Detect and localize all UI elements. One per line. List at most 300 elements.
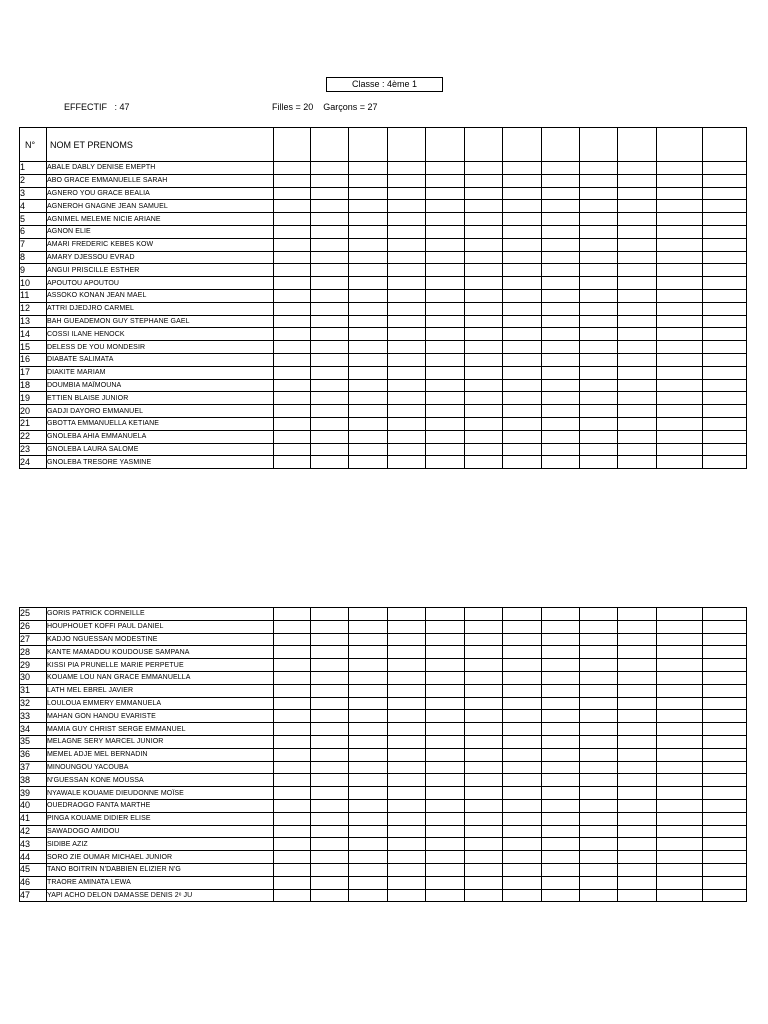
blank-cell: [657, 646, 703, 659]
blank-cell: [426, 341, 465, 354]
blank-cell: [703, 812, 747, 825]
student-name: AMARI FREDERIC KEBES KOW: [47, 238, 274, 251]
blank-cell: [618, 353, 657, 366]
blank-cell: [388, 366, 426, 379]
blank-cell: [703, 838, 747, 851]
student-name: DOUMBIA MAÏMOUNA: [47, 379, 274, 392]
class-title-box: Classe : 4ème 1: [326, 77, 443, 92]
blank-cell: [618, 787, 657, 800]
blank-cell: [657, 735, 703, 748]
student-number: 29: [20, 659, 47, 672]
blank-cell: [465, 443, 503, 456]
blank-cell: [465, 417, 503, 430]
blank-cell: [388, 620, 426, 633]
blank-cell: [503, 200, 542, 213]
blank-cell: [426, 620, 465, 633]
blank-cell: [465, 787, 503, 800]
student-number: 36: [20, 748, 47, 761]
blank-cell: [426, 289, 465, 302]
blank-cell: [465, 187, 503, 200]
blank-cell: [274, 238, 311, 251]
blank-cell: [657, 379, 703, 392]
blank-cell: [465, 366, 503, 379]
blank-cell: [542, 443, 580, 456]
blank-cell: [580, 456, 618, 469]
blank-cell: [503, 723, 542, 736]
blank-cell: [580, 633, 618, 646]
blank-cell: [580, 417, 618, 430]
blank-cell: [542, 379, 580, 392]
student-name: DIAKITE MARIAM: [47, 366, 274, 379]
blank-cell: [580, 187, 618, 200]
blank-cell: [465, 748, 503, 761]
blank-cell: [349, 608, 388, 621]
student-name: NYAWALE KOUAME DIEUDONNE MOÏSE: [47, 787, 274, 800]
blank-cell: [349, 646, 388, 659]
blank-cell: [349, 697, 388, 710]
blank-cell: [657, 341, 703, 354]
table-row: [20, 456, 747, 469]
student-number: 33: [20, 710, 47, 723]
blank-cell: [311, 620, 349, 633]
blank-cell: [703, 671, 747, 684]
blank-cell: [618, 697, 657, 710]
student-name: OUEDRAOGO FANTA MARTHE: [47, 799, 274, 812]
blank-cell: [580, 697, 618, 710]
blank-cell: [465, 812, 503, 825]
student-number: 25: [20, 608, 47, 621]
blank-cell: [703, 723, 747, 736]
blank-cell: [503, 812, 542, 825]
student-name: TRAORE AMINATA LEWA: [47, 876, 274, 889]
blank-cell: [349, 684, 388, 697]
blank-cell: [618, 264, 657, 277]
blank-cell: [618, 710, 657, 723]
blank-cell: [349, 225, 388, 238]
blank-cell: [703, 646, 747, 659]
blank-cell: [703, 251, 747, 264]
blank-cell: [465, 774, 503, 787]
table-row: [20, 659, 747, 672]
student-number: 1: [20, 162, 47, 175]
blank-cell: [542, 341, 580, 354]
column-header-name: NOM ET PRENOMS: [47, 128, 274, 162]
blank-cell: [349, 825, 388, 838]
student-number: 38: [20, 774, 47, 787]
blank-cell: [465, 302, 503, 315]
blank-cell: [703, 225, 747, 238]
blank-cell: [703, 825, 747, 838]
student-number: 27: [20, 633, 47, 646]
column-header-number: N°: [20, 128, 47, 162]
student-name: GBOTTA EMMANUELLA KETIANE: [47, 417, 274, 430]
blank-cell: [542, 302, 580, 315]
blank-cell: [426, 838, 465, 851]
blank-cell: [426, 379, 465, 392]
blank-cell: [657, 723, 703, 736]
blank-cell: [580, 825, 618, 838]
student-name: APOUTOU APOUTOU: [47, 277, 274, 290]
blank-cell: [465, 659, 503, 672]
student-number: 24: [20, 456, 47, 469]
blank-cell: [311, 851, 349, 864]
blank-cell: [703, 799, 747, 812]
blank-cell: [426, 443, 465, 456]
blank-cell: [274, 812, 311, 825]
blank-cell: [274, 838, 311, 851]
blank-cell: [703, 213, 747, 226]
blank-cell: [426, 213, 465, 226]
table-row: [20, 366, 747, 379]
blank-cell: [703, 735, 747, 748]
blank-cell: [426, 659, 465, 672]
blank-cell: [311, 710, 349, 723]
blank-cell: [580, 608, 618, 621]
blank-cell: [465, 723, 503, 736]
blank-cell: [388, 238, 426, 251]
blank-cell: [349, 405, 388, 418]
blank-cell: [657, 774, 703, 787]
blank-cell: [580, 787, 618, 800]
blank-cell: [388, 851, 426, 864]
blank-cell: [388, 608, 426, 621]
blank-column-header: [580, 128, 618, 162]
blank-cell: [503, 264, 542, 277]
blank-cell: [274, 341, 311, 354]
blank-cell: [274, 863, 311, 876]
blank-cell: [388, 379, 426, 392]
blank-cell: [542, 187, 580, 200]
blank-cell: [388, 302, 426, 315]
blank-cell: [388, 838, 426, 851]
blank-cell: [657, 328, 703, 341]
student-name: AGNEROH GNAGNE JEAN SAMUEL: [47, 200, 274, 213]
student-number: 11: [20, 289, 47, 302]
blank-cell: [703, 456, 747, 469]
student-number: 2: [20, 174, 47, 187]
blank-cell: [703, 200, 747, 213]
blank-cell: [503, 392, 542, 405]
blank-cell: [349, 851, 388, 864]
blank-cell: [349, 633, 388, 646]
blank-cell: [388, 889, 426, 902]
table-row: [20, 238, 747, 251]
student-name: ABALE DABLY DENISE EMEPTH: [47, 162, 274, 175]
blank-cell: [618, 315, 657, 328]
blank-cell: [580, 659, 618, 672]
blank-cell: [274, 213, 311, 226]
table-row: [20, 608, 747, 621]
blank-cell: [703, 315, 747, 328]
blank-cell: [703, 379, 747, 392]
table-row: [20, 328, 747, 341]
student-number: 43: [20, 838, 47, 851]
blank-cell: [657, 213, 703, 226]
blank-cell: [311, 174, 349, 187]
blank-cell: [349, 213, 388, 226]
blank-cell: [388, 200, 426, 213]
blank-cell: [703, 608, 747, 621]
blank-cell: [580, 277, 618, 290]
blank-cell: [426, 366, 465, 379]
student-name: AMARY DJESSOU EVRAD: [47, 251, 274, 264]
blank-cell: [274, 876, 311, 889]
table-row: [20, 225, 747, 238]
blank-cell: [503, 238, 542, 251]
blank-cell: [703, 328, 747, 341]
blank-cell: [703, 277, 747, 290]
blank-cell: [465, 200, 503, 213]
blank-cell: [349, 761, 388, 774]
blank-cell: [465, 633, 503, 646]
blank-cell: [503, 620, 542, 633]
blank-cell: [388, 787, 426, 800]
blank-cell: [657, 366, 703, 379]
blank-cell: [618, 646, 657, 659]
blank-cell: [618, 671, 657, 684]
blank-cell: [618, 851, 657, 864]
blank-cell: [657, 633, 703, 646]
blank-cell: [274, 620, 311, 633]
blank-cell: [274, 264, 311, 277]
blank-cell: [503, 710, 542, 723]
blank-cell: [349, 710, 388, 723]
student-name: HOUPHOUET KOFFI PAUL DANIEL: [47, 620, 274, 633]
blank-cell: [388, 251, 426, 264]
blank-cell: [311, 812, 349, 825]
blank-cell: [618, 302, 657, 315]
blank-cell: [349, 787, 388, 800]
student-name: KOUAME LOU NAN GRACE EMMANUELLA: [47, 671, 274, 684]
student-name: GORIS PATRICK CORNEILLE: [47, 608, 274, 621]
blank-cell: [503, 456, 542, 469]
blank-cell: [349, 353, 388, 366]
blank-cell: [580, 315, 618, 328]
blank-cell: [311, 162, 349, 175]
blank-cell: [657, 456, 703, 469]
blank-cell: [465, 341, 503, 354]
blank-cell: [465, 174, 503, 187]
blank-cell: [465, 315, 503, 328]
blank-cell: [542, 735, 580, 748]
blank-cell: [657, 697, 703, 710]
student-number: 7: [20, 238, 47, 251]
blank-column-header: [542, 128, 580, 162]
blank-cell: [311, 430, 349, 443]
student-name: DELESS DE YOU MONDESIR: [47, 341, 274, 354]
student-name: ABO GRACE EMMANUELLE SARAH: [47, 174, 274, 187]
blank-cell: [618, 379, 657, 392]
blank-cell: [703, 187, 747, 200]
blank-cell: [426, 264, 465, 277]
blank-column-header: [618, 128, 657, 162]
blank-cell: [618, 443, 657, 456]
blank-cell: [349, 430, 388, 443]
blank-cell: [542, 863, 580, 876]
student-name: KISSI PIA PRUNELLE MARIE PERPETUE: [47, 659, 274, 672]
blank-cell: [542, 430, 580, 443]
blank-cell: [580, 774, 618, 787]
blank-cell: [503, 646, 542, 659]
blank-cell: [349, 812, 388, 825]
blank-cell: [426, 735, 465, 748]
blank-cell: [703, 863, 747, 876]
roster-table-part1: [19, 127, 747, 469]
table-row: [20, 646, 747, 659]
blank-cell: [349, 264, 388, 277]
blank-cell: [542, 353, 580, 366]
blank-cell: [657, 761, 703, 774]
blank-cell: [542, 238, 580, 251]
blank-cell: [703, 238, 747, 251]
blank-cell: [580, 328, 618, 341]
blank-column-header: [465, 128, 503, 162]
blank-cell: [388, 633, 426, 646]
blank-cell: [311, 723, 349, 736]
student-name: AGNIMEL MELEME NICIE ARIANE: [47, 213, 274, 226]
blank-cell: [618, 799, 657, 812]
blank-cell: [503, 774, 542, 787]
blank-cell: [542, 174, 580, 187]
blank-column-header: [311, 128, 349, 162]
blank-cell: [657, 430, 703, 443]
blank-cell: [618, 162, 657, 175]
blank-cell: [618, 328, 657, 341]
blank-cell: [349, 174, 388, 187]
student-number: 4: [20, 200, 47, 213]
blank-cell: [542, 251, 580, 264]
blank-cell: [542, 328, 580, 341]
blank-cell: [580, 735, 618, 748]
blank-cell: [349, 774, 388, 787]
blank-cell: [311, 684, 349, 697]
student-name: MAMIA GUY CHRIST SERGE EMMANUEL: [47, 723, 274, 736]
blank-cell: [580, 889, 618, 902]
table-row: [20, 341, 747, 354]
student-name: MAHAN GON HANOU EVARISTE: [47, 710, 274, 723]
blank-cell: [465, 697, 503, 710]
blank-cell: [349, 200, 388, 213]
blank-cell: [274, 684, 311, 697]
table-row: [20, 761, 747, 774]
blank-cell: [618, 774, 657, 787]
blank-cell: [311, 405, 349, 418]
blank-cell: [657, 315, 703, 328]
blank-cell: [274, 251, 311, 264]
blank-cell: [426, 353, 465, 366]
blank-cell: [657, 659, 703, 672]
student-number: 26: [20, 620, 47, 633]
blank-cell: [503, 659, 542, 672]
blank-cell: [503, 174, 542, 187]
blank-cell: [703, 302, 747, 315]
blank-cell: [426, 723, 465, 736]
blank-cell: [618, 200, 657, 213]
blank-cell: [388, 162, 426, 175]
blank-cell: [657, 825, 703, 838]
blank-cell: [657, 620, 703, 633]
blank-cell: [311, 825, 349, 838]
blank-cell: [426, 863, 465, 876]
blank-cell: [580, 162, 618, 175]
blank-cell: [388, 174, 426, 187]
student-number: 28: [20, 646, 47, 659]
blank-cell: [388, 456, 426, 469]
blank-cell: [311, 774, 349, 787]
blank-cell: [580, 353, 618, 366]
table-row: [20, 315, 747, 328]
blank-cell: [703, 353, 747, 366]
blank-cell: [349, 162, 388, 175]
student-number: 21: [20, 417, 47, 430]
blank-cell: [465, 264, 503, 277]
student-number: 45: [20, 863, 47, 876]
table-row: [20, 876, 747, 889]
blank-cell: [503, 162, 542, 175]
student-number: 3: [20, 187, 47, 200]
blank-cell: [465, 328, 503, 341]
blank-column-header: [426, 128, 465, 162]
table-row: [20, 697, 747, 710]
student-name: ETTIEN BLAISE JUNIOR: [47, 392, 274, 405]
student-number: 16: [20, 353, 47, 366]
blank-cell: [311, 787, 349, 800]
blank-cell: [657, 162, 703, 175]
blank-cell: [580, 710, 618, 723]
blank-cell: [542, 633, 580, 646]
table-row: [20, 774, 747, 787]
student-number: 20: [20, 405, 47, 418]
blank-cell: [618, 392, 657, 405]
blank-cell: [426, 251, 465, 264]
blank-column-header: [274, 128, 311, 162]
student-name: SORO ZIE OUMAR MICHAEL JUNIOR: [47, 851, 274, 864]
table-row: [20, 812, 747, 825]
student-number: 30: [20, 671, 47, 684]
blank-cell: [503, 366, 542, 379]
table-row: [20, 748, 747, 761]
student-number: 40: [20, 799, 47, 812]
blank-cell: [311, 392, 349, 405]
blank-cell: [349, 277, 388, 290]
blank-cell: [426, 456, 465, 469]
student-name: ATTRI DJEDJRO CARMEL: [47, 302, 274, 315]
blank-cell: [388, 405, 426, 418]
blank-cell: [542, 710, 580, 723]
blank-cell: [349, 671, 388, 684]
blank-cell: [274, 825, 311, 838]
blank-cell: [703, 633, 747, 646]
blank-cell: [274, 761, 311, 774]
blank-cell: [618, 417, 657, 430]
blank-cell: [542, 289, 580, 302]
blank-cell: [580, 671, 618, 684]
blank-cell: [703, 761, 747, 774]
blank-cell: [503, 799, 542, 812]
blank-cell: [388, 684, 426, 697]
blank-cell: [426, 187, 465, 200]
blank-cell: [274, 443, 311, 456]
student-name: MELAGNE SERY MARCEL JUNIOR: [47, 735, 274, 748]
student-name: ANGUI PRISCILLE ESTHER: [47, 264, 274, 277]
blank-cell: [618, 187, 657, 200]
blank-cell: [388, 213, 426, 226]
blank-cell: [388, 264, 426, 277]
blank-cell: [311, 456, 349, 469]
blank-cell: [503, 213, 542, 226]
blank-cell: [426, 430, 465, 443]
blank-cell: [311, 187, 349, 200]
